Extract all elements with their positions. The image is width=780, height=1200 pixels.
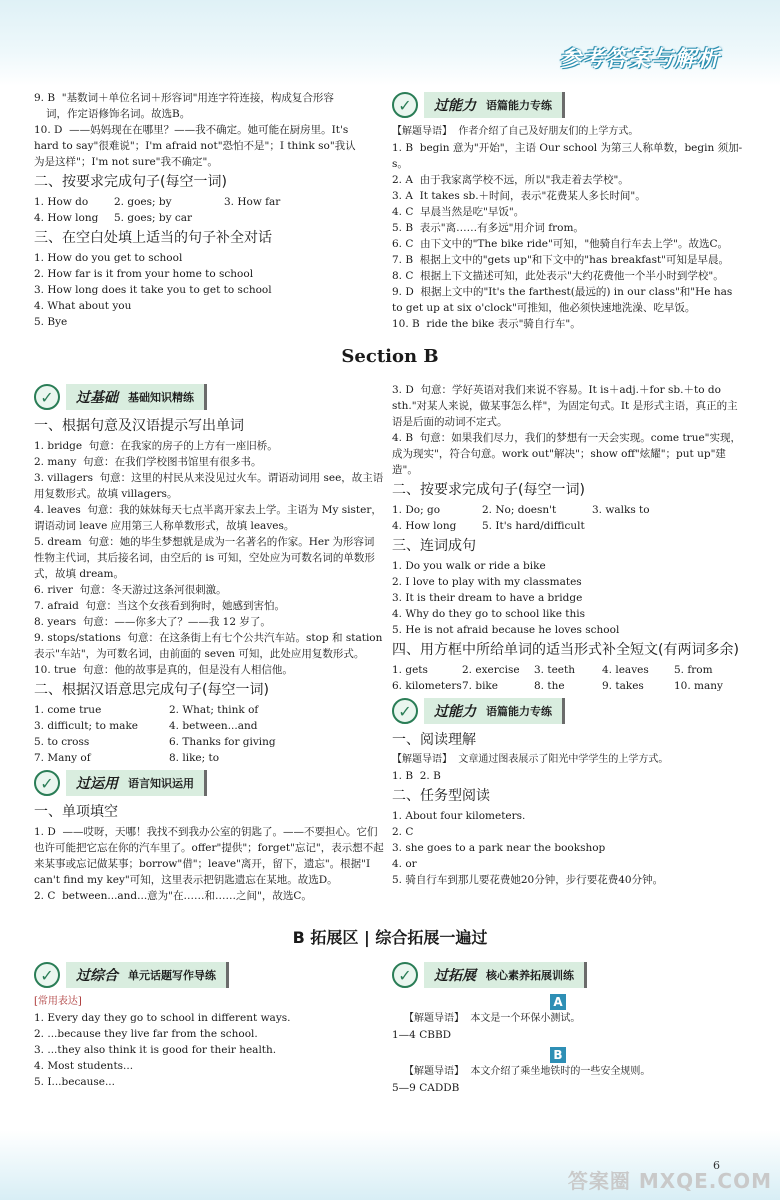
answer-line: 10. true 句意：他的故事是真的，但是没有人相信他。 xyxy=(34,664,293,676)
answer-line: 2. many 句意：在我们学校图书馆里有很多书。 xyxy=(34,456,262,468)
answer-item: 2. What; think of xyxy=(169,704,259,716)
answer-line: 3. villagers 句意：这里的村民从来没见过火车。谓语动词用 see，故主语用复数形式。故填 villagers。 xyxy=(34,472,384,500)
banner-tag xyxy=(66,384,207,410)
answer-item: 6. kilometers xyxy=(392,680,462,692)
banner-tag xyxy=(66,770,207,796)
banner-comprehensive xyxy=(34,960,384,990)
header-title: 参考答案与解析 xyxy=(558,47,720,72)
answer-line: 5. I...because... xyxy=(34,1076,115,1088)
answer-item: 5. from xyxy=(674,664,713,676)
banner-extension xyxy=(392,960,744,990)
answer-line: 1. B 2. B xyxy=(392,770,441,782)
banner-subtitle: 语言知识运用 xyxy=(128,777,194,790)
answer-line: 1. About four kilometers. xyxy=(392,810,526,822)
answer-item: 7. Many of xyxy=(34,752,91,764)
banner-tag xyxy=(66,962,229,988)
answer-item: 2. goes; by xyxy=(114,196,172,208)
answer-line: 7. afraid 句意：当这个女孩看到狗时，她感到害怕。 xyxy=(34,600,286,612)
answer-line: 5. He is not afraid because he loves school xyxy=(392,624,620,636)
guide-note: 【解题导语】 文章通过图表展示了阳光中学学生的上学方式。 xyxy=(392,754,669,765)
section-heading: 二、任务型阅读 xyxy=(392,788,490,804)
answer-item: 4. How long xyxy=(392,520,457,532)
answer-line: 2. How far is it from your home to school xyxy=(34,268,254,280)
answer-item: 5. goes; by car xyxy=(114,212,193,224)
top-left-column xyxy=(34,90,384,330)
answer-item: 8. like; to xyxy=(169,752,220,764)
check-icon: ✓ xyxy=(34,384,60,410)
section-title: Section B xyxy=(341,346,439,367)
answer-line: 5. Bye xyxy=(34,316,68,328)
answer-item: 6. Thanks for giving xyxy=(169,736,276,748)
answer-item: 8. the xyxy=(534,680,565,692)
answer-line: 9. B "基数词＋单位名词＋形容词"用连字符连接，构成复合形容 xyxy=(34,92,334,104)
banner-subtitle: 单元话题写作导练 xyxy=(128,969,216,982)
banner-title: 过能力 xyxy=(434,98,476,114)
extension-title: B 拓展区 | 综合拓展一遍过 xyxy=(292,928,488,947)
guide-note: 【解题导语】 本文介绍了乘坐地铁时的一些安全规则。 xyxy=(404,1066,651,1077)
answer-line: 8. years 句意：——你多大了？——我 12 岁了。 xyxy=(34,616,271,628)
answer-line: 5. dream 句意：她的毕生梦想就是成为一名著名的作家。Her 为形容词性物主代词，其后接名词，由空后的 is 可知，空处应为可数名词的单数形式，故填 dream。 xyxy=(34,536,375,580)
answer-line: 4. C 早晨当然是吃"早饭"。 xyxy=(392,206,525,218)
check-icon: ✓ xyxy=(392,962,418,988)
section-heading: 二、根据汉语意思完成句子(每空一词) xyxy=(34,682,269,698)
banner-basic xyxy=(34,382,384,412)
answer-line: 词，作定语修饰名词。故选B。 xyxy=(46,108,191,120)
answer-line: 2. I love to play with my classmates xyxy=(392,576,582,588)
answer-line: 5. B 表示"离……有多远"用介词 from。 xyxy=(392,222,584,234)
answer-line: 2. A 由于我家离学校不远，所以"我走着去学校"。 xyxy=(392,174,629,186)
answer-item: 1. How do xyxy=(34,196,89,208)
check-icon: ✓ xyxy=(34,962,60,988)
answer-row xyxy=(392,678,744,694)
answer-row xyxy=(34,194,384,210)
answer-line: 5—9 CADDB xyxy=(392,1082,460,1094)
answer-line: 7. B 根据上文中的"gets up"和下文中的"has breakfast"可知是早晨。 xyxy=(392,254,730,266)
answer-line: 1. D ——哎呀，天哪！我找不到我办公室的钥匙了。——不要担心。它们也许可能把它忘在你的汽车里了。offer"提供"；forget"忘记"，表示想不起来某事或忘记做某事；borrow"借"；leave"离开，留下，遗忘"。根据"I can't find my key"可知，这里表示把钥匙遗忘在某地。故选D。 xyxy=(34,826,384,886)
banner-ability-2 xyxy=(392,696,744,726)
banner-tag xyxy=(424,962,587,988)
answer-item: 3. How far xyxy=(224,196,281,208)
answer-line: 4. What about you xyxy=(34,300,132,312)
banner-title: 过拓展 xyxy=(434,968,476,984)
answer-line: 1. How do you get to school xyxy=(34,252,183,264)
answer-item: 1. Do; go xyxy=(392,504,441,516)
answer-row xyxy=(34,750,384,766)
answer-line: 3. D 句意：学好英语对我们来说不容易。It is＋adj.＋for sb.＋to do sth."对某人来说，做某事怎么样"，为固定句式。It 是形式主语，真正的主语是后面的动词不定式。 xyxy=(392,384,738,428)
section-heading: 二、按要求完成句子(每空一词) xyxy=(392,482,585,498)
answer-line: 1—4 CBBD xyxy=(392,1029,452,1041)
answer-line: 1. Every day they go to school in different ways. xyxy=(34,1012,291,1024)
banner-subtitle: 语篇能力专练 xyxy=(486,705,552,718)
answer-line: 10. D ——妈妈现在在哪里？——我不确定。她可能在厨房里。It's xyxy=(34,124,349,136)
bottom-left-column xyxy=(34,958,384,1090)
answer-item: 4. between...and xyxy=(169,720,258,732)
banner-title: 过运用 xyxy=(76,776,118,792)
answer-line: 1. bridge 句意：在我家的房子的上方有一座旧桥。 xyxy=(34,440,278,452)
page-number: 6 xyxy=(713,1159,720,1172)
banner-subtitle: 基础知识精练 xyxy=(128,391,194,404)
answer-line: 4. or xyxy=(392,858,417,870)
answer-line: 3. ...they also think it is good for their health. xyxy=(34,1044,277,1056)
answer-item: 7. bike xyxy=(462,680,499,692)
answer-line: 3. A It takes sb.＋时间，表示"花费某人多长时间"。 xyxy=(392,190,646,202)
mid-left-column xyxy=(34,380,384,904)
passage-b-label: B xyxy=(550,1047,566,1063)
banner-title: 过综合 xyxy=(76,968,118,984)
answer-row xyxy=(392,518,744,534)
answer-item: 2. No; doesn't xyxy=(482,504,557,516)
answer-line: 4. B 句意：如果我们尽力，我们的梦想有一天会实现。come true"实现，成为现实"，符合句意。work out"解决"；show off"炫耀"；put up"建造"。 xyxy=(392,432,742,476)
answer-row xyxy=(392,662,744,678)
answer-line: 3. How long does it take you to get to school xyxy=(34,284,272,296)
top-right-column xyxy=(392,88,744,332)
answer-line: 4. Why do they go to school like this xyxy=(392,608,586,620)
answer-line: 2. ...because they live far from the school. xyxy=(34,1028,258,1040)
answer-line: 4. leaves 句意：我的妹妹每天七点半离开家去上学。主语为 My sister，谓语动词 leave 应用第三人称单数形式，故填 leaves。 xyxy=(34,504,382,532)
mid-right-column xyxy=(392,382,744,888)
section-heading: 一、阅读理解 xyxy=(392,732,476,748)
answer-line: 4. Most students... xyxy=(34,1060,134,1072)
banner-subtitle: 语篇能力专练 xyxy=(486,99,552,112)
banner-ability xyxy=(392,90,744,120)
answer-line: 10. B ride the bike 表示"骑自行车"。 xyxy=(392,318,581,330)
answer-item: 4. leaves xyxy=(602,664,649,676)
section-heading: 二、按要求完成句子(每空一词) xyxy=(34,174,227,190)
answer-item: 1. gets xyxy=(392,664,428,676)
answer-line: 5. 骑自行车到那儿要花费她20分钟，步行要花费40分钟。 xyxy=(392,874,664,886)
answer-row xyxy=(34,702,384,718)
answer-item: 5. It's hard/difficult xyxy=(482,520,585,532)
section-heading: 三、在空白处填上适当的句子补全对话 xyxy=(34,230,272,246)
answer-line: 1. Do you walk or ride a bike xyxy=(392,560,546,572)
check-icon: ✓ xyxy=(392,92,418,118)
banner-subtitle: 核心素养拓展训练 xyxy=(486,969,574,982)
answer-row xyxy=(34,718,384,734)
answer-line: 6. river 句意：冬天游过这条河很刺激。 xyxy=(34,584,227,596)
banner-title: 过基础 xyxy=(76,390,118,406)
answer-item: 4. How long xyxy=(34,212,99,224)
check-icon: ✓ xyxy=(34,770,60,796)
answer-line: 9. stops/stations 句意：在这条街上有七个公共汽车站。stop 和 station 表示"车站"，为可数名词，由前面的 seven 可知，此处应用复数形式。 xyxy=(34,632,386,660)
answer-item: 3. teeth xyxy=(534,664,575,676)
section-heading: 三、连词成句 xyxy=(392,538,476,554)
answer-item: 5. to cross xyxy=(34,736,90,748)
guide-note: 【解题导语】 本文是一个环保小测试。 xyxy=(404,1013,581,1024)
answer-item: 9. takes xyxy=(602,680,644,692)
answer-line: 3. she goes to a park near the bookshop xyxy=(392,842,606,854)
answer-line: hard to say"很难说"；I'm afraid not"恐怕不是"；I think so"我认 xyxy=(34,140,356,152)
answer-item: 2. exercise xyxy=(462,664,520,676)
check-icon: ✓ xyxy=(392,698,418,724)
answer-item: 1. come true xyxy=(34,704,102,716)
answer-line: 6. C 由下文中的"The bike ride"可知，"他骑自行车去上学"。故选C。 xyxy=(392,238,729,250)
expressions-tag: [常用表达] xyxy=(34,996,82,1007)
passage-a-label: A xyxy=(550,994,566,1010)
section-heading: 一、根据句意及汉语提示写出单词 xyxy=(34,418,244,434)
answer-line: 9. D 根据上文中的"It's the farthest(最远的) in our class"和"He has to get up at six o'clock"可推知，他必须快速地洗澡、吃早饭。 xyxy=(392,286,736,314)
answer-row xyxy=(392,502,744,518)
answer-line: 2. C xyxy=(392,826,414,838)
answer-line: 1. B begin 意为"开始"，主语 Our school 为第三人称单数，begin 须加-s。 xyxy=(392,142,743,170)
banner-tag xyxy=(424,698,565,724)
answer-line: 8. C 根据上下文描述可知，此处表示"大约花费他一个半小时到学校"。 xyxy=(392,270,724,282)
section-heading: 一、单项填空 xyxy=(34,804,118,820)
answer-item: 3. walks to xyxy=(592,504,650,516)
answer-row xyxy=(34,210,384,226)
bottom-right-column xyxy=(392,958,744,1096)
answer-item: 3. difficult; to make xyxy=(34,720,139,732)
answer-row xyxy=(34,734,384,750)
section-heading: 四、用方框中所给单词的适当形式补全短文(有两词多余) xyxy=(392,642,739,658)
banner-tag xyxy=(424,92,565,118)
banner-usage xyxy=(34,768,384,798)
answer-item: 10. many xyxy=(674,680,723,692)
watermark: 答案圈 MXQE.COM xyxy=(567,1169,772,1193)
answer-line: 2. C between...and...意为"在……和……之间"，故选C。 xyxy=(34,890,312,902)
answer-line: 3. It is their dream to have a bridge xyxy=(392,592,583,604)
guide-note: 【解题导语】 作者介绍了自己及好朋友们的上学方式。 xyxy=(392,126,639,137)
answer-line: 为是这样"；I'm not sure"我不确定"。 xyxy=(34,156,218,168)
banner-title: 过能力 xyxy=(434,704,476,720)
